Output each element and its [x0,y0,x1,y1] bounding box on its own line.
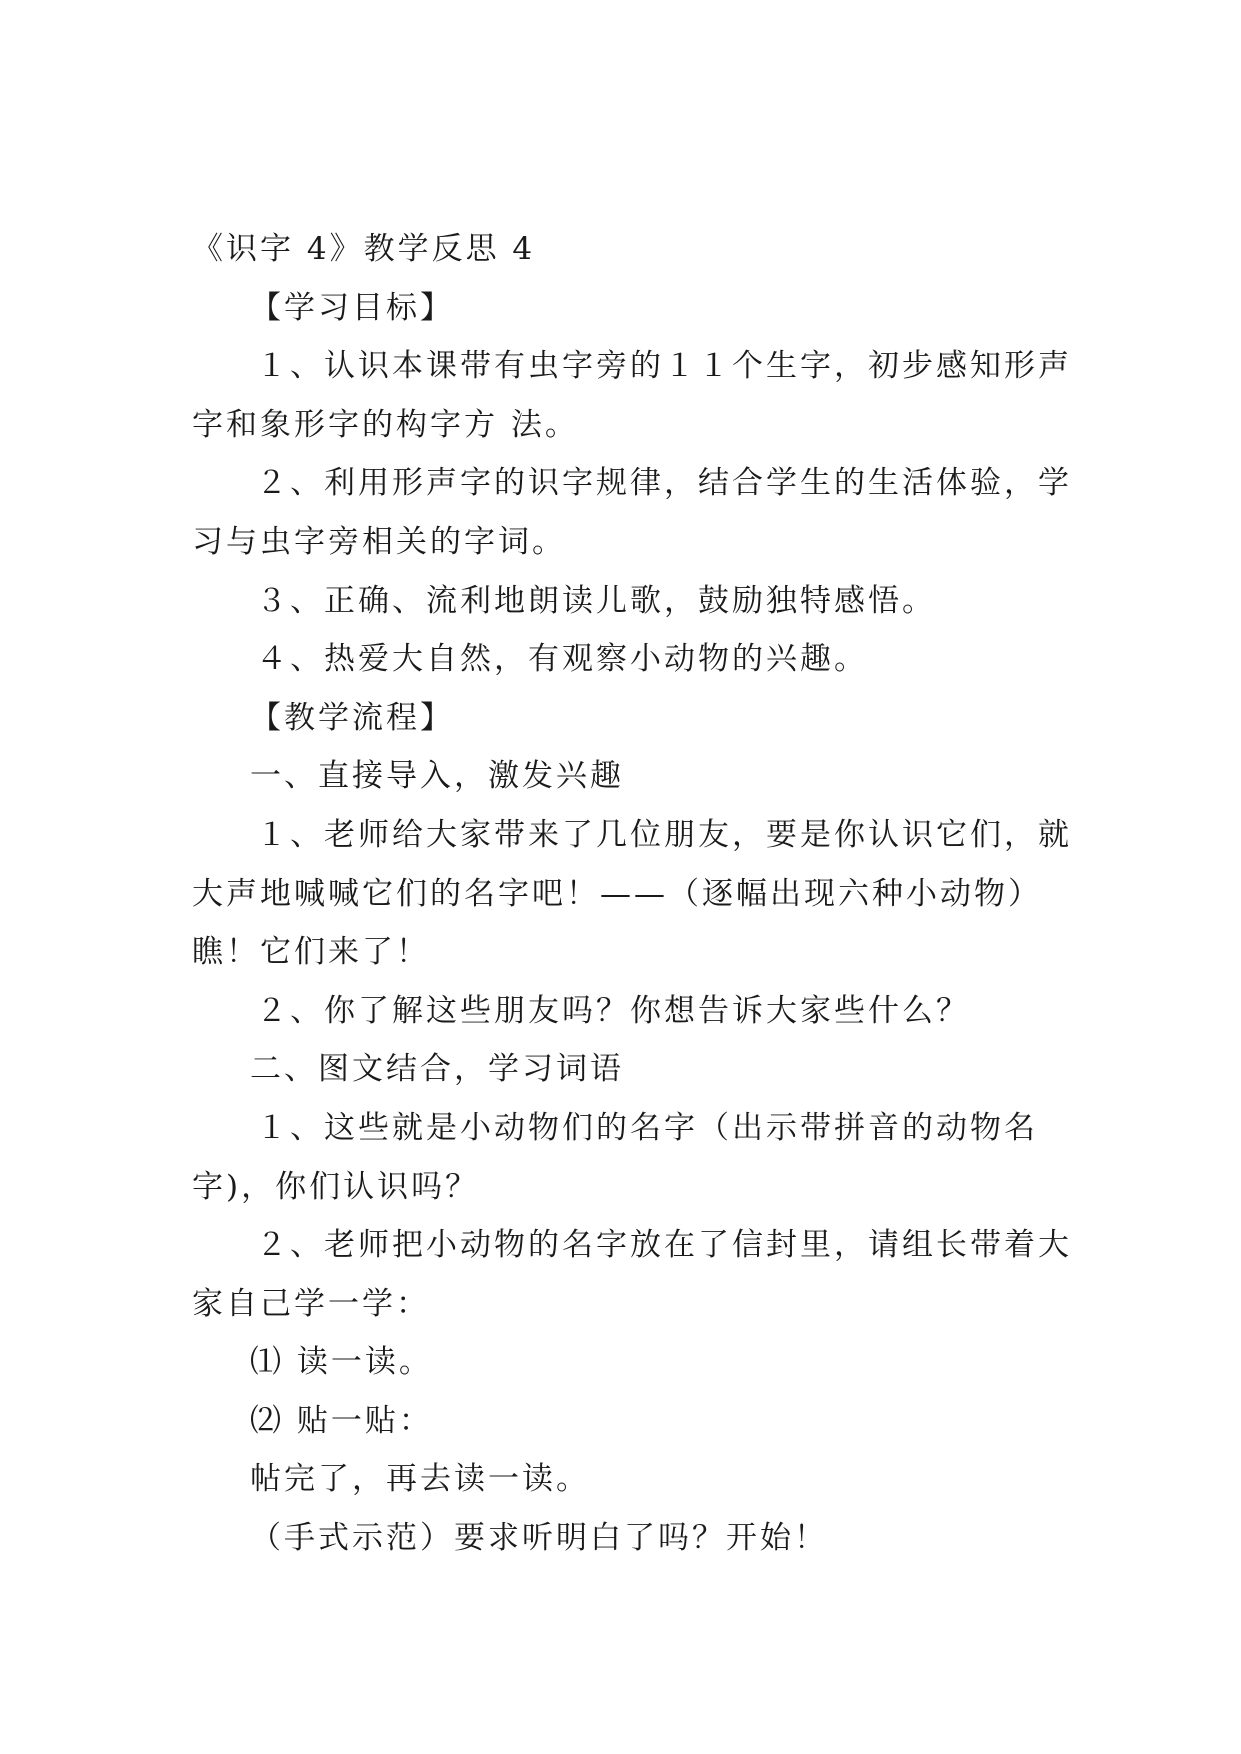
doc-line: （手式示范）要求听明白了吗？开始！ [250,1520,828,1557]
doc-line: 大声地喊喊它们的名字吧！——（逐幅出现六种小动物） [192,875,1042,912]
doc-line: 【学习目标】 [250,289,454,326]
doc-line: 二、图文结合，学习词语 [250,1051,624,1088]
doc-line: 字和象形字的构字方 法。 [192,406,579,443]
doc-line: 习与虫字旁相关的字词。 [192,523,566,560]
doc-line: 一、直接导入，激发兴趣 [250,758,624,795]
doc-line: 《识字 4》教学反思 4 [192,231,536,267]
doc-line: 瞧！它们来了！ [192,934,430,971]
doc-line: ２、老师把小动物的名字放在了信封里，请组长带着大 [256,1227,1072,1264]
doc-line: 字)，你们认识吗？ [192,1168,480,1205]
doc-line: 家自己学一学： [192,1285,430,1322]
doc-line: １、老师给大家带来了几位朋友，要是你认识它们，就 [256,816,1072,853]
doc-line: １、这些就是小动物们的名字（出示带拼音的动物名 [256,1109,1038,1146]
document-body [192,220,1072,1568]
doc-line: 帖完了，再去读一读。 [250,1461,590,1498]
doc-line: ３、正确、流利地朗读儿歌，鼓励独特感悟。 [256,582,936,619]
doc-line: ⑵ 贴一贴： [250,1402,433,1439]
doc-line: ２、利用形声字的识字规律，结合学生的生活体验，学 [256,465,1072,502]
doc-line: ２、你了解这些朋友吗？你想告诉大家些什么？ [256,992,970,1029]
doc-line: 【教学流程】 [250,699,454,736]
doc-line: １、认识本课带有虫字旁的１１个生字，初步感知形声 [256,348,1072,385]
doc-line: ４、热爱大自然，有观察小动物的兴趣。 [256,641,868,678]
doc-line: ⑴ 读一读。 [250,1344,433,1381]
